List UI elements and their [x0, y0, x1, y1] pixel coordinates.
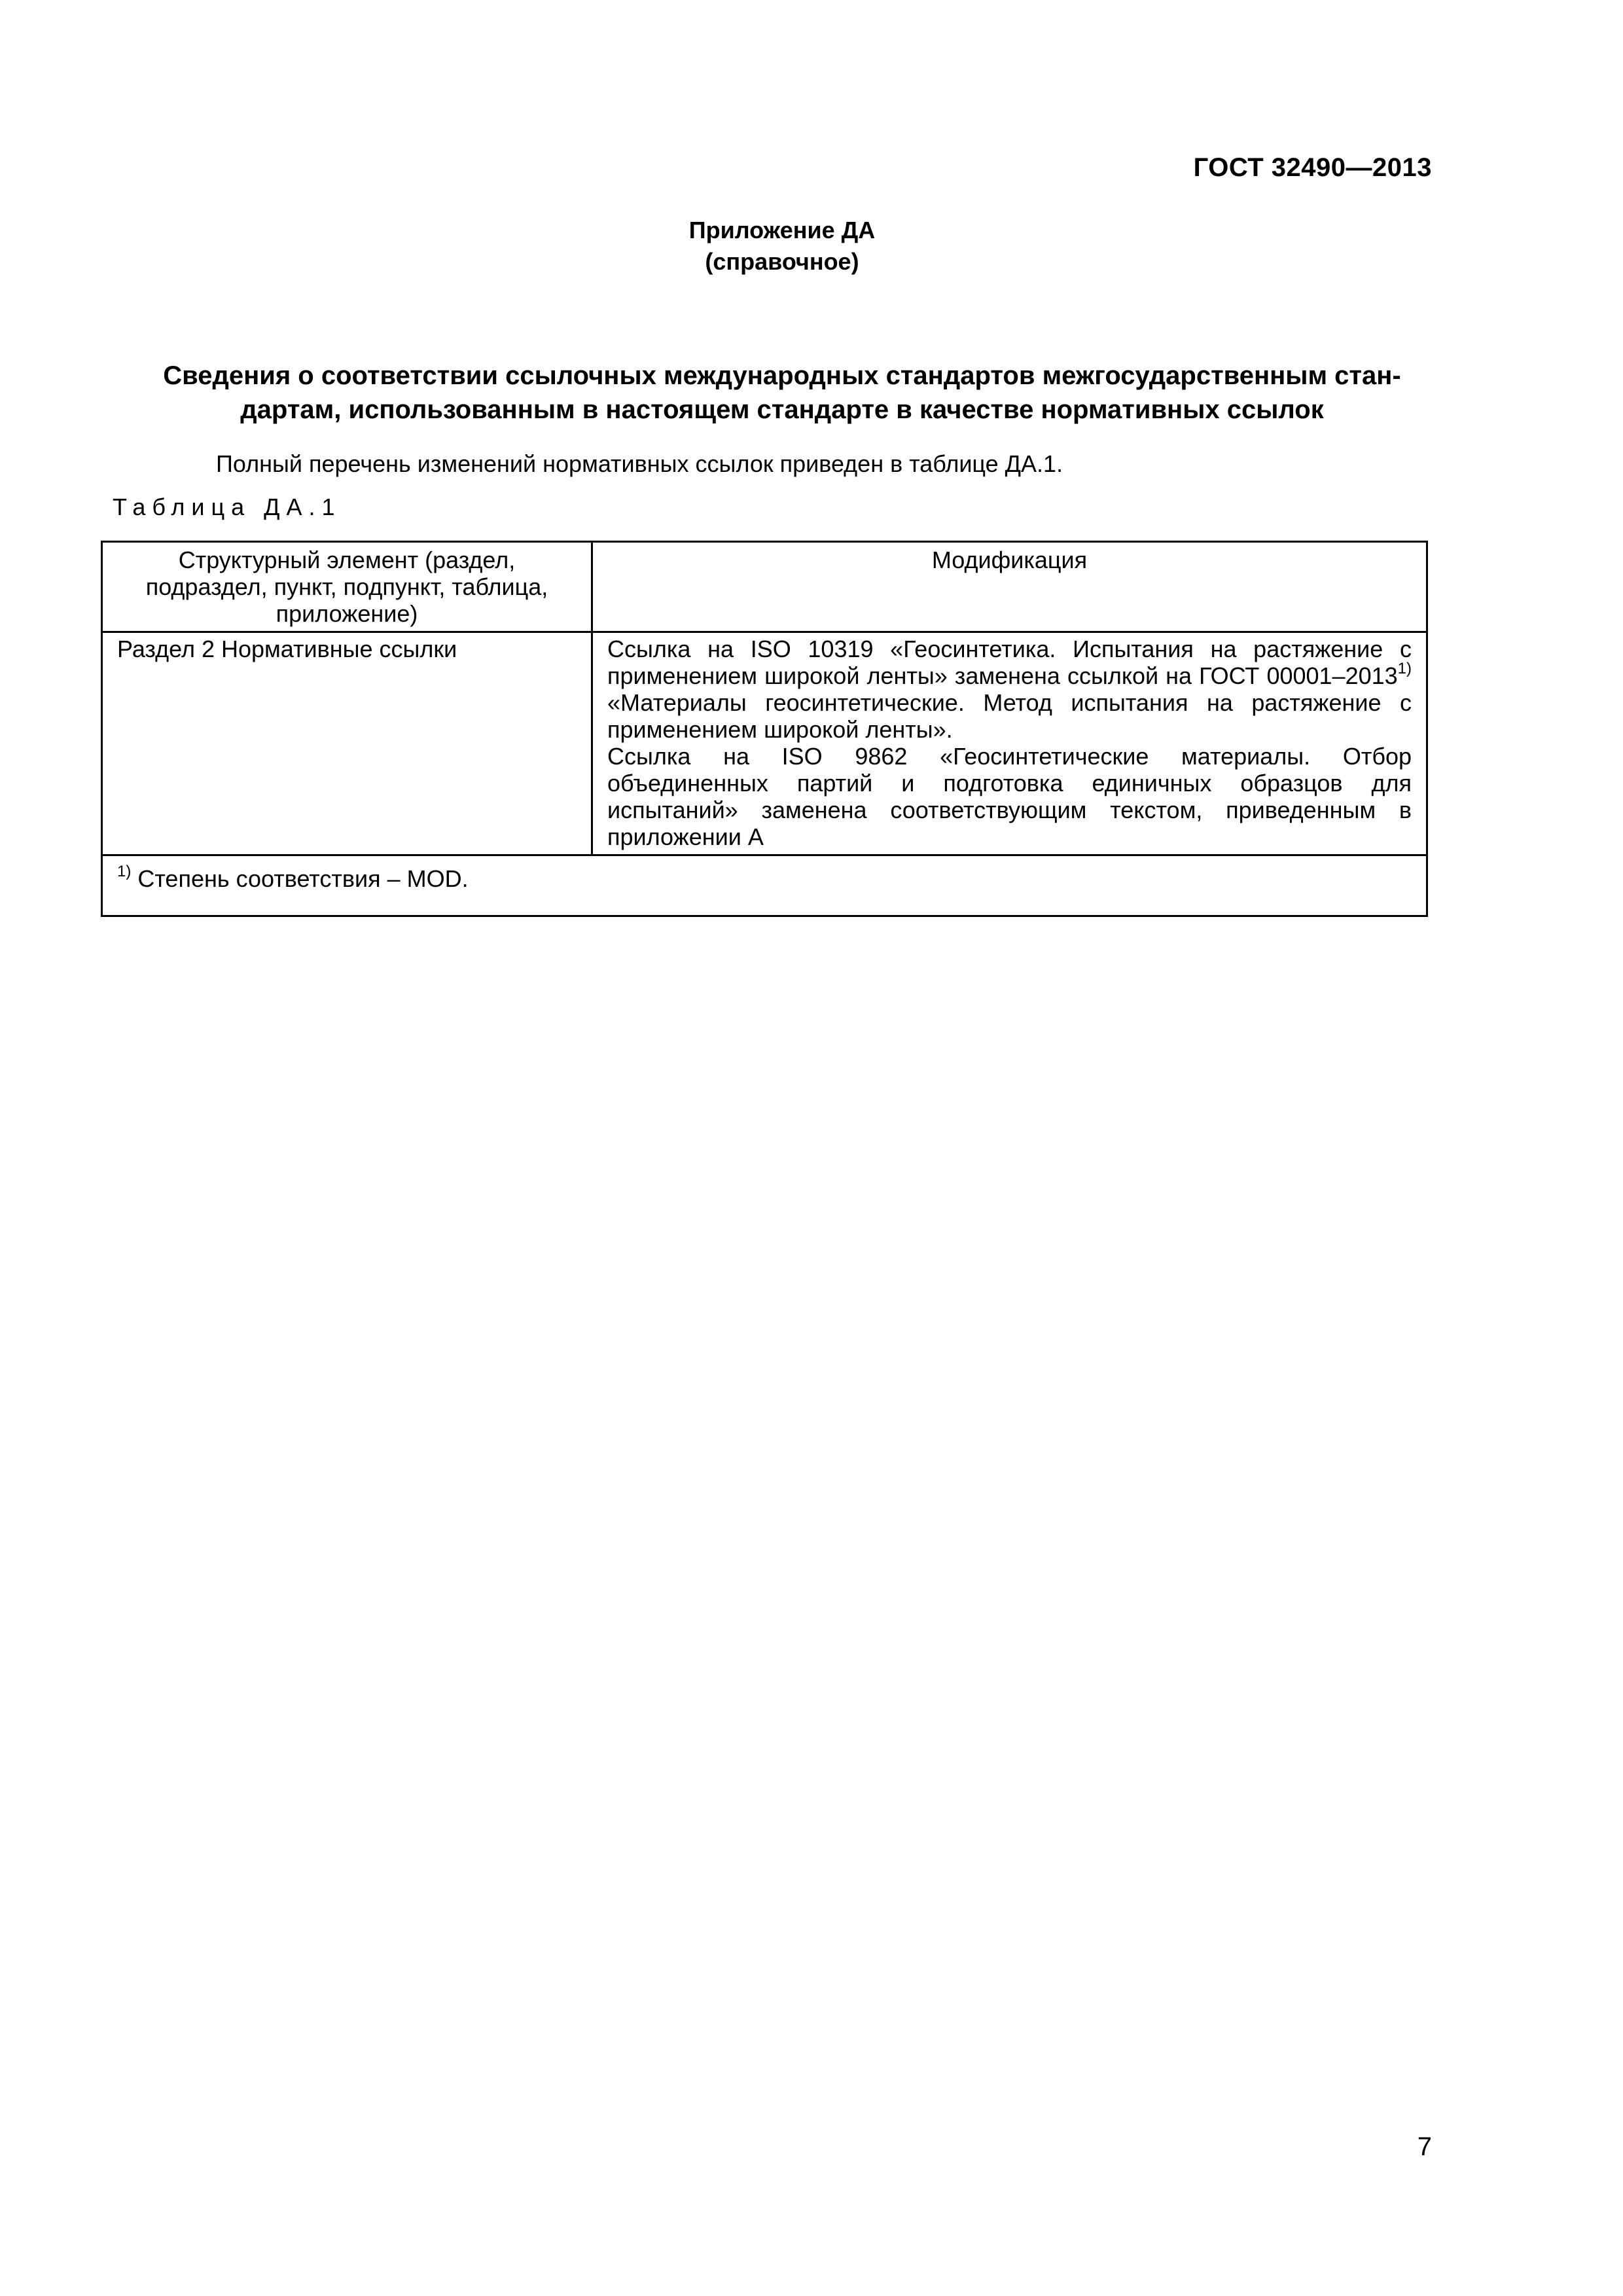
modification-paragraph-1 [607, 636, 1412, 743]
table-caption: Таблица ДА.1 [113, 493, 342, 520]
header-modification: Модификация [592, 542, 1427, 632]
annex-title: Приложение ДА [688, 217, 876, 243]
table-footnote-row [102, 855, 1427, 916]
section-title-line2: дартам, использованным в настоящем стандарте в качестве нормативных ссылок [240, 395, 1324, 424]
header-structural-element: Структурный элемент (раздел, подраздел, пункт, подпункт, таблица, приложение) [102, 542, 592, 632]
modification-text-b: «Материалы геосинтетические. Метод испытания на растяжение с применением широкой ленты». [607, 689, 1412, 743]
modification-text-a: Ссылка на ISO 10319 «Геосинтетика. Испытания на растяжение с применением широкой ленты» заменена ссылкой на ГОСТ 00001–2013 [607, 636, 1412, 689]
cell-modification [592, 632, 1427, 855]
table-row [102, 632, 1427, 855]
cell-structural-element: Раздел 2 Нормативные ссылки [102, 632, 592, 855]
page-number: 7 [1417, 2132, 1432, 2161]
annex-heading [0, 215, 1564, 278]
intro-paragraph: Полный перечень изменений нормативных ссылок приведен в таблице ДА.1. [216, 450, 1063, 477]
footnote-marker: 1) [117, 863, 132, 880]
footnote-cell [102, 855, 1427, 916]
references-table [101, 541, 1428, 917]
table-header-row [102, 542, 1427, 632]
document-code: ГОСТ 32490—2013 [1193, 153, 1432, 182]
modification-paragraph-2: Ссылка на ISO 9862 «Геосинтетические материалы. Отбор объединенных партий и подготовка единичных образцов для испытаний» заменена соответствующим текстом, приведенным в приложении А [607, 743, 1412, 850]
footnote-text: Степень соответствия – MOD. [131, 865, 469, 892]
section-title [111, 359, 1453, 427]
annex-subtitle: (справочное) [705, 248, 859, 275]
footnote-ref: 1) [1397, 660, 1412, 677]
section-title-line1: Сведения о соответствии ссылочных международных стандартов межгосударственным стан- [163, 361, 1401, 390]
